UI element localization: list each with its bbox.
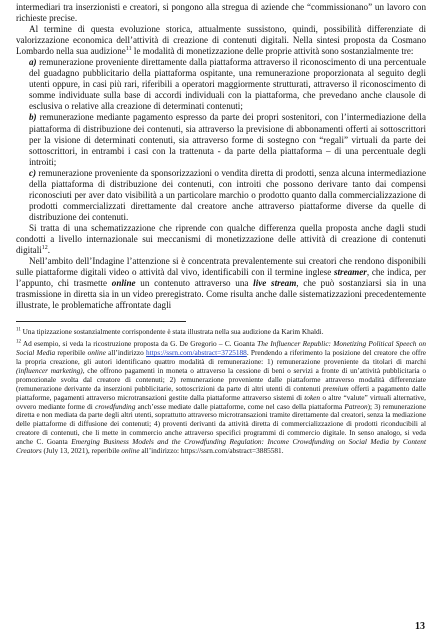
footnote-12: $^{12}$ Ad esempio, si veda la ricostruzione proposta da G. De Gregorio – C. Goanta The Influencer Republic: Monetizing Political Speech on Social Media reperibile online all’indirizzo https://ssrn.com/abstract=3725188. Prendendo a riferimento la posizione del creatore che offre la propria creazione, gli autori identificano quattro modalità di remunerazione: 1) remunerazione proveniente da titolari di marchi (influencer marketing), che offrono pagamenti in moneta o attraverso la cessione di beni o servizi a fronte di un’attività pubblicitaria o promozionale svolta dal creatore di contenuti; 2) remunerazione proveniente dalle piattaforme attraverso modalità differenziate (remunerazione derivante da inserzioni pubblicitarie, sottoscrizioni da parte di altri utenti di contenuti premium offerti a pagamento dalle piattaforme, pagamenti attraverso microtransazioni gestite dalla piattaforme attraverso sistemi di token o altre “valute” virtuali alternative, ovvero mediante forme di crowdfunding anch’esse mediate dalle piattaforme, come nel caso della piattaforma Patreon); 3) remunerazione diretta e non mediata da parte degli altri utenti, soprattutto attraverso microtransazioni tramite direttamente dal creatori, senza la mediazione delle piattaforme di diffusione dei contenuti; 4) proventi derivanti da attività diretta di commercializzazione di prodotti riconducibili al creatore di contenuti, che li mette in commercio anche attraverso specifici programmi di commercio digitale. In senso analogo, si veda anche C. Goanta Emerging Business Models and the Crowdfunding Regulation: Income Crowdfunding on Social Media by Content Creators (July 13, 2021), reperibile online all’indirizzo: https://ssrn.com/abstract=3885581. (16, 339, 427, 456)
footnote-ref-12[interactable]: 12 (41, 245, 48, 251)
list-label-b: b) (29, 112, 37, 123)
paragraph-schematization: Si tratta di una schematizzazione che riprende con qualche differenza quella proposta anche dagli studi condotti a livello internazionale sui meccanismi di monetizzazione delle attività di creazione di contenuti digitali$^{12}$. (16, 222, 426, 256)
footnote-ref-11[interactable]: 11 (125, 46, 132, 53)
paragraph-monetization-intro: Al termine di questa evoluzione storica, attualmente sussistono, quindi, possibilità differenziate di valorizzazione economica dell’attività di creazione di contenuti digitali. Nella sintesi proposta da Cosmano Lombardo nella sua audizione$^{11}$ le modalità di monetizzazione delle proprie attività sono sostanzialmente tre: (16, 24, 426, 57)
list-label-c: c) (29, 167, 37, 178)
paragraph-streamers: Nell’ambito dell’Indagine l’attenzione si è concentrata prevalentemente sui creatori che rendono disponibili sulle piattaforme digitali video o attività dal vivo, identificabili con il termine inglese streamer, che indica, per l’appunto, chi trasmette online un contenuto attraverso una live stream, che può sostanziarsi sia in una trasmissione in diretta sia in un video preregistrato. Come risulta anche dalle sistematizzazioni precedentemente illustrate, le problematiche affrontate dagli (16, 256, 426, 311)
ssrn-link[interactable]: https://ssrn.com/abstract=3725188 (146, 348, 247, 358)
list-label-a: a) (29, 57, 37, 68)
footnote-separator (16, 321, 186, 322)
footnotes (16, 328, 426, 456)
page-number: 13 (415, 621, 425, 632)
footnote-11: $^{11}$ Una tipizzazione sostanzialmente corrispondente è stata illustrata nella sua audizione da Karim Khaldi. (16, 327, 324, 337)
list-item-b: b) remunerazione mediante pagamento espresso da parte dei propri sostenitori, con l’intermediazione della piattaforma di distribuzione dei contenuti, sia attraverso la previsione di abbonamenti offerti ai sottoscrittori per la visione di determinati contenuti, sia attraverso forme di sostegno con “regali” virtuali da parte dei sottoscrittori, in entrambi i casi con la trattenuta - da parte della piattaforma – di una percentuale degli introiti; (29, 112, 426, 167)
list-item-a: a) remunerazione proveniente direttamente dalla piattaforma attraverso il riconoscimento di una percentuale del guadagno pubblicitario della piattaforma ospitante, una remunerazione proporzionata al seguito degli utenti oppure, in casi più rari, riferibili a operatori maggiormente strutturati, attraverso il riconoscimento di somme individuate sulla base di accordi individuali con la piattaforma, che prevedano anche clausole di esclusiva o relative alla creazione di determinati contenuti; (29, 57, 426, 112)
body-text (16, 2, 426, 311)
list-item-c: c) remunerazione proveniente da sponsorizzazioni o vendita diretta di prodotti, senza alcuna intermediazione della piattaforma di distribuzione dei contenuti, con introiti che possono derivare tanto dai compensi riconosciuti per aver dato visibilità a un particolare marchio o prodotto quanto dalla commercializzazione di prodotti commercializzati direttamente dal creatore anche attraverso piattaforme diverse da quelle di distribuzione dei contenuti. (29, 167, 426, 222)
paragraph-continuation: intermediari tra inserzionisti e creatori, si pongono alla stregua di aziende che “commissionano” un lavoro con richieste precise. (16, 2, 426, 24)
